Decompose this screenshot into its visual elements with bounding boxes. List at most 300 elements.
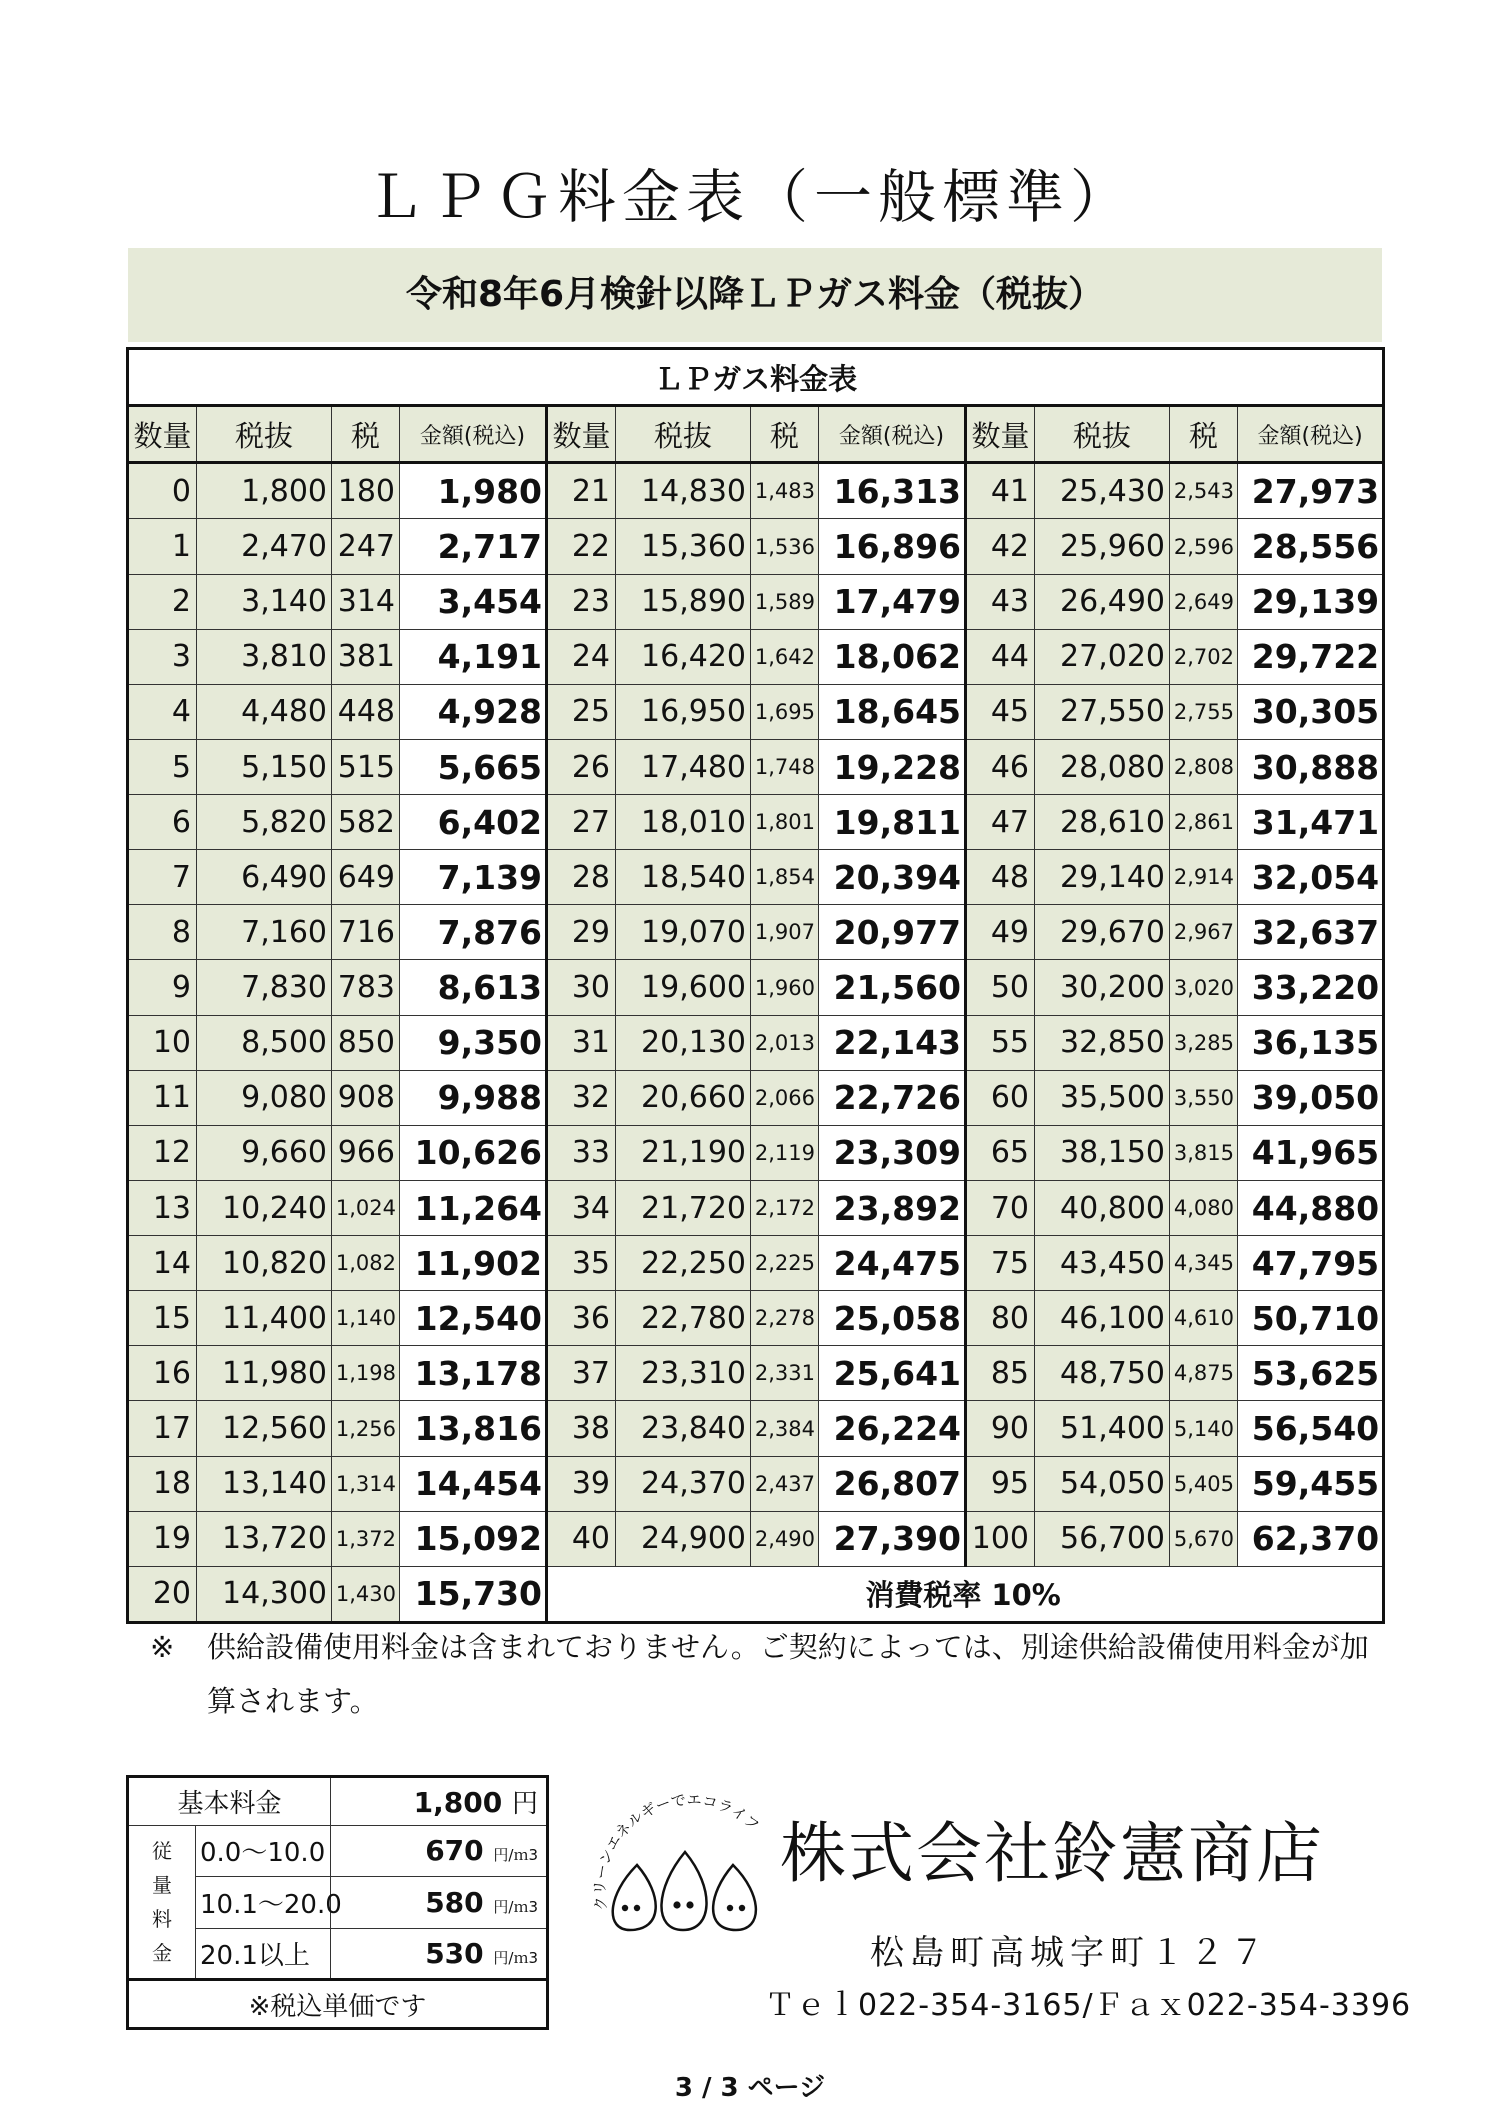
header-total: 金額(税込) — [400, 406, 547, 463]
pretax-cell: 20,130 — [616, 1015, 751, 1070]
tax-cell: 1,372 — [332, 1511, 400, 1566]
pretax-cell: 1,800 — [197, 463, 332, 519]
qty-cell: 16 — [128, 1346, 197, 1401]
tax-cell: 2,967 — [1170, 905, 1238, 960]
total-cell: 33,220 — [1238, 960, 1384, 1015]
pretax-cell: 25,960 — [1035, 519, 1170, 574]
qty-cell: 24 — [547, 629, 616, 684]
qty-cell: 45 — [966, 684, 1035, 739]
tax-cell: 908 — [332, 1070, 400, 1125]
tax-cell: 448 — [332, 684, 400, 739]
qty-cell: 75 — [966, 1236, 1035, 1291]
total-cell: 28,556 — [1238, 519, 1384, 574]
pretax-cell: 9,080 — [197, 1070, 332, 1125]
header-qty: 数量 — [128, 406, 197, 463]
qty-cell: 12 — [128, 1125, 197, 1180]
tier-price-value: 530 — [425, 1937, 484, 1971]
qty-cell: 20 — [128, 1566, 197, 1622]
tier-range: 10.1～20.0 — [196, 1877, 331, 1929]
tax-cell: 1,589 — [751, 574, 819, 629]
total-cell: 25,058 — [819, 1291, 966, 1346]
tax-cell: 1,695 — [751, 684, 819, 739]
total-cell: 23,892 — [819, 1180, 966, 1235]
total-cell: 1,980 — [400, 463, 547, 519]
pretax-cell: 35,500 — [1035, 1070, 1170, 1125]
qty-cell: 29 — [547, 905, 616, 960]
total-cell: 2,717 — [400, 519, 547, 574]
qty-cell: 60 — [966, 1070, 1035, 1125]
tax-cell: 2,702 — [1170, 629, 1238, 684]
tax-cell: 2,861 — [1170, 795, 1238, 850]
tax-cell: 1,801 — [751, 795, 819, 850]
pretax-cell: 14,300 — [197, 1566, 332, 1622]
tax-cell: 850 — [332, 1015, 400, 1070]
header-total: 金額(税込) — [1238, 406, 1384, 463]
total-cell: 4,928 — [400, 684, 547, 739]
tax-cell: 1,430 — [332, 1566, 400, 1622]
qty-cell: 46 — [966, 739, 1035, 794]
pretax-cell: 19,600 — [616, 960, 751, 1015]
header-pretax: 税抜 — [197, 406, 332, 463]
qty-cell: 43 — [966, 574, 1035, 629]
pretax-cell: 8,500 — [197, 1015, 332, 1070]
total-cell: 15,092 — [400, 1511, 547, 1566]
tax-cell: 1,256 — [332, 1401, 400, 1456]
total-cell: 59,455 — [1238, 1456, 1384, 1511]
tax-cell: 515 — [332, 739, 400, 794]
qty-cell: 37 — [547, 1346, 616, 1401]
qty-cell: 0 — [128, 463, 197, 519]
pretax-cell: 5,820 — [197, 795, 332, 850]
total-cell: 41,965 — [1238, 1125, 1384, 1180]
basic-fee-unit: 円 — [512, 1788, 539, 1819]
tier-range: 0.0～10.0 — [196, 1825, 331, 1877]
tax-cell: 3,020 — [1170, 960, 1238, 1015]
flame-icon — [613, 1852, 756, 1930]
qty-cell: 65 — [966, 1125, 1035, 1180]
pretax-cell: 9,660 — [197, 1125, 332, 1180]
total-cell: 29,139 — [1238, 574, 1384, 629]
tax-cell: 2,172 — [751, 1180, 819, 1235]
qty-cell: 49 — [966, 905, 1035, 960]
qty-cell: 22 — [547, 519, 616, 574]
total-cell: 10,626 — [400, 1125, 547, 1180]
tax-cell: 716 — [332, 905, 400, 960]
company-contact: Ｔｅｌ022-354-3165/Ｆａｘ022-354-3396 — [765, 1988, 1412, 2023]
table-row — [128, 739, 1384, 794]
qty-cell: 31 — [547, 1015, 616, 1070]
tax-cell: 2,331 — [751, 1346, 819, 1401]
pretax-cell: 38,150 — [1035, 1125, 1170, 1180]
total-cell: 11,902 — [400, 1236, 547, 1291]
tax-cell: 966 — [332, 1125, 400, 1180]
table-row — [128, 574, 1384, 629]
pretax-cell: 2,470 — [197, 519, 332, 574]
qty-cell: 9 — [128, 960, 197, 1015]
tax-cell: 1,024 — [332, 1180, 400, 1235]
table-row — [128, 1401, 1384, 1456]
total-cell: 36,135 — [1238, 1015, 1384, 1070]
pretax-cell: 13,720 — [197, 1511, 332, 1566]
company-address: 松島町高城字町１２７ — [870, 1933, 1270, 1973]
table-row — [128, 795, 1384, 850]
qty-cell: 23 — [547, 574, 616, 629]
qty-cell: 40 — [547, 1511, 616, 1566]
qty-cell: 15 — [128, 1291, 197, 1346]
tax-cell: 2,066 — [751, 1070, 819, 1125]
table-caption: ＬＰガス料金表 — [128, 349, 1384, 406]
header-total: 金額(税込) — [819, 406, 966, 463]
table-row — [128, 1070, 1384, 1125]
qty-cell: 95 — [966, 1456, 1035, 1511]
total-cell: 39,050 — [1238, 1070, 1384, 1125]
pretax-cell: 13,140 — [197, 1456, 332, 1511]
tax-cell: 2,808 — [1170, 739, 1238, 794]
rate-table — [126, 347, 1385, 1624]
pretax-cell: 15,890 — [616, 574, 751, 629]
total-cell: 16,896 — [819, 519, 966, 574]
qty-cell: 100 — [966, 1511, 1035, 1566]
total-cell: 26,224 — [819, 1401, 966, 1456]
total-cell: 50,710 — [1238, 1291, 1384, 1346]
table-row — [128, 629, 1384, 684]
basic-fee-amount: 1,800 — [413, 1785, 503, 1819]
total-cell: 18,062 — [819, 629, 966, 684]
total-cell: 62,370 — [1238, 1511, 1384, 1566]
tax-cell: 3,550 — [1170, 1070, 1238, 1125]
total-cell: 5,665 — [400, 739, 547, 794]
table-row — [128, 684, 1384, 739]
total-cell: 22,143 — [819, 1015, 966, 1070]
total-cell: 4,191 — [400, 629, 547, 684]
qty-cell: 35 — [547, 1236, 616, 1291]
tax-cell: 1,960 — [751, 960, 819, 1015]
total-cell: 7,876 — [400, 905, 547, 960]
tier-unit: 円/ｍ3 — [493, 1949, 539, 1968]
pretax-cell: 18,540 — [616, 850, 751, 905]
header-pretax: 税抜 — [1035, 406, 1170, 463]
tax-cell: 2,119 — [751, 1125, 819, 1180]
pretax-cell: 25,430 — [1035, 463, 1170, 519]
tax-rate-note: 消費税率 10% — [547, 1566, 1384, 1622]
pretax-cell: 43,450 — [1035, 1236, 1170, 1291]
pretax-cell: 16,950 — [616, 684, 751, 739]
pretax-cell: 3,810 — [197, 629, 332, 684]
tax-cell: 5,140 — [1170, 1401, 1238, 1456]
qty-cell: 25 — [547, 684, 616, 739]
total-cell: 3,454 — [400, 574, 547, 629]
pretax-cell: 32,850 — [1035, 1015, 1170, 1070]
logo-slogan-path: クリーンエネルギーでエコライフ — [591, 1791, 763, 1912]
tax-cell: 1,483 — [751, 463, 819, 519]
total-cell: 17,479 — [819, 574, 966, 629]
tax-cell: 649 — [332, 850, 400, 905]
pretax-cell: 21,720 — [616, 1180, 751, 1235]
pretax-cell: 15,360 — [616, 519, 751, 574]
tax-cell: 1,140 — [332, 1291, 400, 1346]
qty-cell: 7 — [128, 850, 197, 905]
qty-cell: 50 — [966, 960, 1035, 1015]
total-cell: 19,228 — [819, 739, 966, 794]
table-row — [128, 1180, 1384, 1235]
subtitle-band: 令和8年6月検針以降ＬＰガス料金（税抜） — [128, 248, 1382, 342]
table-row — [128, 1566, 1384, 1622]
pretax-cell: 21,190 — [616, 1125, 751, 1180]
total-cell: 30,888 — [1238, 739, 1384, 794]
tax-cell: 2,649 — [1170, 574, 1238, 629]
total-cell: 22,726 — [819, 1070, 966, 1125]
tier-price — [331, 1825, 548, 1877]
total-cell: 25,641 — [819, 1346, 966, 1401]
tax-cell: 783 — [332, 960, 400, 1015]
header-tax: 税 — [332, 406, 400, 463]
pretax-cell: 18,010 — [616, 795, 751, 850]
qty-cell: 26 — [547, 739, 616, 794]
header-tax: 税 — [1170, 406, 1238, 463]
tax-cell: 582 — [332, 795, 400, 850]
page-number: 3 / 3 ページ — [674, 2073, 826, 2103]
tax-cell: 1,748 — [751, 739, 819, 794]
pretax-cell: 28,610 — [1035, 795, 1170, 850]
tax-cell: 2,225 — [751, 1236, 819, 1291]
pretax-cell: 29,140 — [1035, 850, 1170, 905]
qty-cell: 13 — [128, 1180, 197, 1235]
volume-fee-label — [128, 1825, 196, 1980]
company-name: 株式会社鈴憲商店 — [780, 1815, 1324, 1892]
total-cell: 12,540 — [400, 1291, 547, 1346]
tier-range: 20.1以上 — [196, 1928, 331, 1980]
qty-cell: 85 — [966, 1346, 1035, 1401]
pretax-cell: 24,900 — [616, 1511, 751, 1566]
qty-cell: 36 — [547, 1291, 616, 1346]
tax-cell: 2,013 — [751, 1015, 819, 1070]
pretax-cell: 22,780 — [616, 1291, 751, 1346]
tax-cell: 1,854 — [751, 850, 819, 905]
qty-cell: 48 — [966, 850, 1035, 905]
header-row — [128, 406, 1384, 463]
tax-cell: 4,345 — [1170, 1236, 1238, 1291]
basic-fee-label: 基本料金 — [128, 1777, 331, 1826]
tier-price — [331, 1928, 548, 1980]
header-tax: 税 — [751, 406, 819, 463]
pretax-cell: 28,080 — [1035, 739, 1170, 794]
tax-cell: 2,914 — [1170, 850, 1238, 905]
header-pretax: 税抜 — [616, 406, 751, 463]
table-row — [128, 1125, 1384, 1180]
qty-cell: 2 — [128, 574, 197, 629]
pretax-cell: 14,830 — [616, 463, 751, 519]
qty-cell: 28 — [547, 850, 616, 905]
table-row — [128, 1346, 1384, 1401]
total-cell: 21,560 — [819, 960, 966, 1015]
tax-cell: 180 — [332, 463, 400, 519]
table-row — [128, 960, 1384, 1015]
pretax-cell: 16,420 — [616, 629, 751, 684]
pretax-cell: 30,200 — [1035, 960, 1170, 1015]
tax-cell: 2,437 — [751, 1456, 819, 1511]
pretax-cell: 54,050 — [1035, 1456, 1170, 1511]
pretax-cell: 11,400 — [197, 1291, 332, 1346]
qty-cell: 4 — [128, 684, 197, 739]
tax-cell: 2,543 — [1170, 463, 1238, 519]
basic-fee-value — [331, 1777, 548, 1826]
pretax-cell: 46,100 — [1035, 1291, 1170, 1346]
qty-cell: 32 — [547, 1070, 616, 1125]
pretax-cell: 29,670 — [1035, 905, 1170, 960]
qty-cell: 38 — [547, 1401, 616, 1456]
total-cell: 23,309 — [819, 1125, 966, 1180]
total-cell: 13,816 — [400, 1401, 547, 1456]
pretax-cell: 12,560 — [197, 1401, 332, 1456]
total-cell: 27,973 — [1238, 463, 1384, 519]
total-cell: 9,350 — [400, 1015, 547, 1070]
note-text: 供給設備使用料金は含まれておりません。ご契約によっては、別途供給設備使用料金が加算されます。 — [207, 1630, 1369, 1718]
tax-cell: 2,278 — [751, 1291, 819, 1346]
total-cell: 16,313 — [819, 463, 966, 519]
pretax-cell: 26,490 — [1035, 574, 1170, 629]
total-cell: 53,625 — [1238, 1346, 1384, 1401]
total-cell: 31,471 — [1238, 795, 1384, 850]
pretax-cell: 5,150 — [197, 739, 332, 794]
qty-cell: 21 — [547, 463, 616, 519]
total-cell: 29,722 — [1238, 629, 1384, 684]
pretax-cell: 40,800 — [1035, 1180, 1170, 1235]
pretax-cell: 4,480 — [197, 684, 332, 739]
pretax-cell: 22,250 — [616, 1236, 751, 1291]
tax-cell: 247 — [332, 519, 400, 574]
total-cell: 14,454 — [400, 1456, 547, 1511]
total-cell: 47,795 — [1238, 1236, 1384, 1291]
qty-cell: 10 — [128, 1015, 197, 1070]
table-row — [128, 850, 1384, 905]
qty-cell: 41 — [966, 463, 1035, 519]
table-row — [128, 1291, 1384, 1346]
total-cell: 15,730 — [400, 1566, 547, 1622]
qty-cell: 11 — [128, 1070, 197, 1125]
table-row — [128, 463, 1384, 519]
table-row — [128, 1236, 1384, 1291]
tax-cell: 2,384 — [751, 1401, 819, 1456]
qty-cell: 27 — [547, 795, 616, 850]
total-cell: 7,139 — [400, 850, 547, 905]
total-cell: 44,880 — [1238, 1180, 1384, 1235]
total-cell: 27,390 — [819, 1511, 966, 1566]
tier-price — [331, 1877, 548, 1929]
total-cell: 18,645 — [819, 684, 966, 739]
total-cell: 19,811 — [819, 795, 966, 850]
tax-cell: 5,405 — [1170, 1456, 1238, 1511]
tax-cell: 2,755 — [1170, 684, 1238, 739]
tax-cell: 314 — [332, 574, 400, 629]
header-qty: 数量 — [966, 406, 1035, 463]
qty-cell: 3 — [128, 629, 197, 684]
pretax-cell: 23,310 — [616, 1346, 751, 1401]
qty-cell: 42 — [966, 519, 1035, 574]
qty-cell: 33 — [547, 1125, 616, 1180]
company-logo — [585, 1790, 785, 1940]
qty-cell: 6 — [128, 795, 197, 850]
pretax-cell: 7,160 — [197, 905, 332, 960]
qty-cell: 55 — [966, 1015, 1035, 1070]
total-cell: 20,394 — [819, 850, 966, 905]
qty-cell: 8 — [128, 905, 197, 960]
total-cell: 6,402 — [400, 795, 547, 850]
tax-cell: 4,610 — [1170, 1291, 1238, 1346]
tax-cell: 1,082 — [332, 1236, 400, 1291]
pretax-cell: 48,750 — [1035, 1346, 1170, 1401]
qty-cell: 30 — [547, 960, 616, 1015]
qty-cell: 90 — [966, 1401, 1035, 1456]
total-cell: 26,807 — [819, 1456, 966, 1511]
qty-cell: 5 — [128, 739, 197, 794]
qty-cell: 80 — [966, 1291, 1035, 1346]
total-cell: 13,178 — [400, 1346, 547, 1401]
total-cell: 9,988 — [400, 1070, 547, 1125]
tax-cell: 1,198 — [332, 1346, 400, 1401]
tax-cell: 5,670 — [1170, 1511, 1238, 1566]
pretax-cell: 27,020 — [1035, 629, 1170, 684]
qty-cell: 19 — [128, 1511, 197, 1566]
total-cell: 11,264 — [400, 1180, 547, 1235]
table-row — [128, 1456, 1384, 1511]
header-qty: 数量 — [547, 406, 616, 463]
pretax-cell: 27,550 — [1035, 684, 1170, 739]
total-cell: 20,977 — [819, 905, 966, 960]
pretax-cell: 23,840 — [616, 1401, 751, 1456]
pretax-cell: 24,370 — [616, 1456, 751, 1511]
basic-fee-table — [126, 1775, 549, 2030]
table-row — [128, 519, 1384, 574]
pretax-cell: 19,070 — [616, 905, 751, 960]
tax-cell: 2,490 — [751, 1511, 819, 1566]
tax-cell: 3,285 — [1170, 1015, 1238, 1070]
volume-fee-text: 従量料金 — [152, 1838, 172, 1965]
pretax-cell: 10,240 — [197, 1180, 332, 1235]
pretax-cell: 7,830 — [197, 960, 332, 1015]
tier-price-value: 580 — [425, 1885, 484, 1919]
pretax-cell: 56,700 — [1035, 1511, 1170, 1566]
total-cell: 56,540 — [1238, 1401, 1384, 1456]
tax-cell: 4,080 — [1170, 1180, 1238, 1235]
qty-cell: 34 — [547, 1180, 616, 1235]
qty-cell: 17 — [128, 1401, 197, 1456]
table-row — [128, 1015, 1384, 1070]
tax-cell: 1,314 — [332, 1456, 400, 1511]
tax-cell: 1,536 — [751, 519, 819, 574]
tier-unit: 円/ｍ3 — [493, 1897, 539, 1916]
qty-cell: 47 — [966, 795, 1035, 850]
pretax-cell: 11,980 — [197, 1346, 332, 1401]
tax-cell: 3,815 — [1170, 1125, 1238, 1180]
total-cell: 30,305 — [1238, 684, 1384, 739]
total-cell: 8,613 — [400, 960, 547, 1015]
note-mark: ※ — [150, 1630, 175, 1664]
tax-cell: 381 — [332, 629, 400, 684]
pretax-cell: 10,820 — [197, 1236, 332, 1291]
total-cell: 32,054 — [1238, 850, 1384, 905]
qty-cell: 18 — [128, 1456, 197, 1511]
qty-cell: 1 — [128, 519, 197, 574]
table-row — [128, 905, 1384, 960]
total-cell: 24,475 — [819, 1236, 966, 1291]
pretax-cell: 17,480 — [616, 739, 751, 794]
pretax-cell: 6,490 — [197, 850, 332, 905]
table-row — [128, 1511, 1384, 1566]
qty-cell: 14 — [128, 1236, 197, 1291]
pretax-cell: 3,140 — [197, 574, 332, 629]
tax-cell: 1,907 — [751, 905, 819, 960]
tier-unit: 円/ｍ3 — [493, 1846, 539, 1865]
